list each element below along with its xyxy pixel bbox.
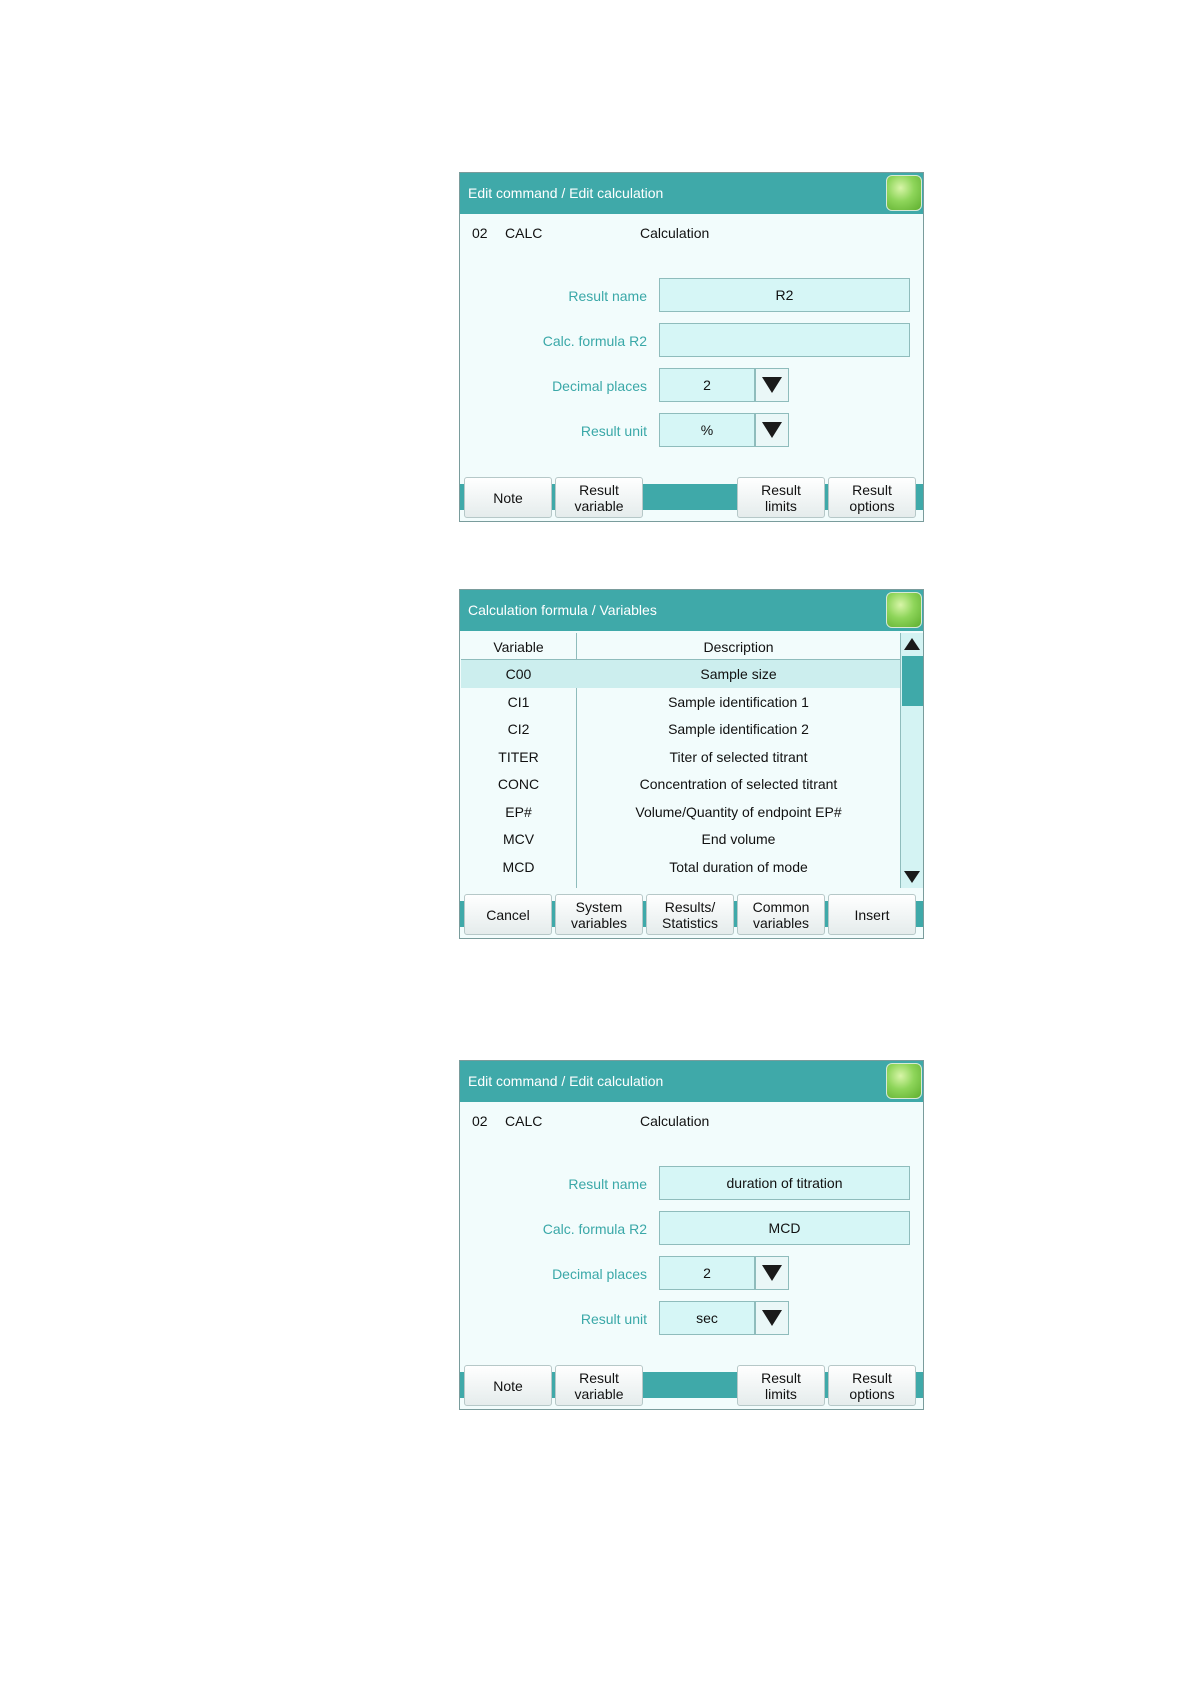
description-cell: End volume xyxy=(701,831,776,847)
note-button[interactable]: Note xyxy=(464,477,552,518)
variable-cell: TITER xyxy=(498,748,539,765)
screen-title: Edit command / Edit calculation xyxy=(468,185,664,201)
table-row[interactable] xyxy=(461,715,900,743)
triangle-down-icon xyxy=(762,422,782,438)
result-unit-field[interactable]: % xyxy=(659,413,755,447)
command-number: 02 xyxy=(472,225,488,241)
variable-cell: EP# xyxy=(505,803,532,820)
result-variable-button[interactable]: Result variable xyxy=(555,1365,643,1406)
scroll-thumb[interactable] xyxy=(902,656,923,706)
result-name-label: Result name xyxy=(568,1176,647,1192)
results-statistics-button[interactable]: Results/ Statistics xyxy=(646,894,734,935)
result-variable-button[interactable]: Result variable xyxy=(555,477,643,518)
result-unit-dropdown-button[interactable] xyxy=(755,413,789,447)
command-type: CALC xyxy=(505,225,543,241)
description-cell: Volume/Quantity of endpoint EP# xyxy=(635,803,842,820)
table-row[interactable] xyxy=(461,743,900,771)
button-bar xyxy=(460,892,923,938)
description-cell: Total duration of mode xyxy=(669,858,808,875)
result-unit-label: Result unit xyxy=(580,423,647,439)
edit-calculation-screen-1 xyxy=(459,172,924,522)
variable-cell: CI1 xyxy=(507,693,530,710)
button-bar xyxy=(460,1363,923,1409)
column-header-variable: Variable xyxy=(493,639,544,655)
table-row[interactable] xyxy=(461,853,900,881)
title-bar xyxy=(460,173,923,214)
system-variables-button[interactable]: System variables xyxy=(555,894,643,935)
variable-cell: CONC xyxy=(497,776,540,792)
command-number: 02 xyxy=(472,1113,488,1129)
note-button[interactable]: Note xyxy=(464,1365,552,1406)
decimal-places-label: Decimal places xyxy=(552,1266,647,1282)
variables-table-body xyxy=(461,660,900,880)
status-led-green-icon[interactable] xyxy=(886,175,922,211)
table-header xyxy=(461,633,900,660)
insert-button[interactable]: Insert xyxy=(828,894,916,935)
scroll-down-button[interactable] xyxy=(903,868,921,886)
status-led-green-icon[interactable] xyxy=(886,592,922,628)
triangle-down-icon xyxy=(762,1310,782,1326)
decimal-places-field[interactable]: 2 xyxy=(659,1256,755,1290)
table-row[interactable] xyxy=(461,798,900,826)
triangle-up-icon xyxy=(904,638,920,650)
table-row[interactable] xyxy=(461,660,900,688)
column-header-description: Description xyxy=(703,639,774,655)
calc-formula-label: Calc. formula R2 xyxy=(542,1221,647,1237)
screen-title: Edit command / Edit calculation xyxy=(468,1073,664,1089)
result-unit-label: Result unit xyxy=(580,1311,647,1327)
table-row[interactable] xyxy=(461,688,900,716)
description-cell: Concentration of selected titrant xyxy=(639,776,838,792)
command-type: CALC xyxy=(505,1113,543,1129)
scrollbar[interactable] xyxy=(900,633,923,888)
cancel-button[interactable]: Cancel xyxy=(464,894,552,935)
result-name-field[interactable]: R2 xyxy=(659,278,910,312)
result-options-button[interactable]: Result options xyxy=(828,1365,916,1406)
calc-formula-label: Calc. formula R2 xyxy=(542,333,647,349)
screen-title: Calculation formula / Variables xyxy=(468,602,657,618)
table-row[interactable] xyxy=(461,825,900,853)
calc-formula-field[interactable] xyxy=(659,323,910,357)
variable-cell: CI2 xyxy=(507,721,530,737)
triangle-down-icon xyxy=(904,871,920,883)
edit-calculation-screen-2 xyxy=(459,1060,924,1410)
variable-cell: C00 xyxy=(505,666,532,682)
scroll-up-button[interactable] xyxy=(903,635,921,653)
title-bar xyxy=(460,590,923,631)
variable-cell: MCV xyxy=(502,831,535,847)
triangle-down-icon xyxy=(762,1265,782,1281)
common-variables-button[interactable]: Common variables xyxy=(737,894,825,935)
decimal-places-dropdown-button[interactable] xyxy=(755,368,789,402)
result-limits-button[interactable]: Result limits xyxy=(737,1365,825,1406)
result-options-button[interactable]: Result options xyxy=(828,477,916,518)
description-cell: Sample size xyxy=(700,666,777,682)
table-row[interactable] xyxy=(461,770,900,798)
command-name: Calculation xyxy=(640,1113,710,1129)
button-bar xyxy=(460,475,923,521)
calculation-formula-variables-screen xyxy=(459,589,924,939)
variable-cell: MCD xyxy=(502,858,535,875)
result-limits-button[interactable]: Result limits xyxy=(737,477,825,518)
result-name-field[interactable]: duration of titration xyxy=(659,1166,910,1200)
calc-formula-field[interactable]: MCD xyxy=(659,1211,910,1245)
decimal-places-label: Decimal places xyxy=(552,378,647,394)
description-cell: Sample identification 1 xyxy=(668,693,809,710)
triangle-down-icon xyxy=(762,377,782,393)
status-led-green-icon[interactable] xyxy=(886,1063,922,1099)
decimal-places-field[interactable]: 2 xyxy=(659,368,755,402)
command-name: Calculation xyxy=(640,225,710,241)
description-cell: Sample identification 2 xyxy=(668,721,809,737)
decimal-places-dropdown-button[interactable] xyxy=(755,1256,789,1290)
result-name-label: Result name xyxy=(568,288,647,304)
description-cell: Titer of selected titrant xyxy=(669,748,808,765)
title-bar xyxy=(460,1061,923,1102)
result-unit-field[interactable]: sec xyxy=(659,1301,755,1335)
result-unit-dropdown-button[interactable] xyxy=(755,1301,789,1335)
